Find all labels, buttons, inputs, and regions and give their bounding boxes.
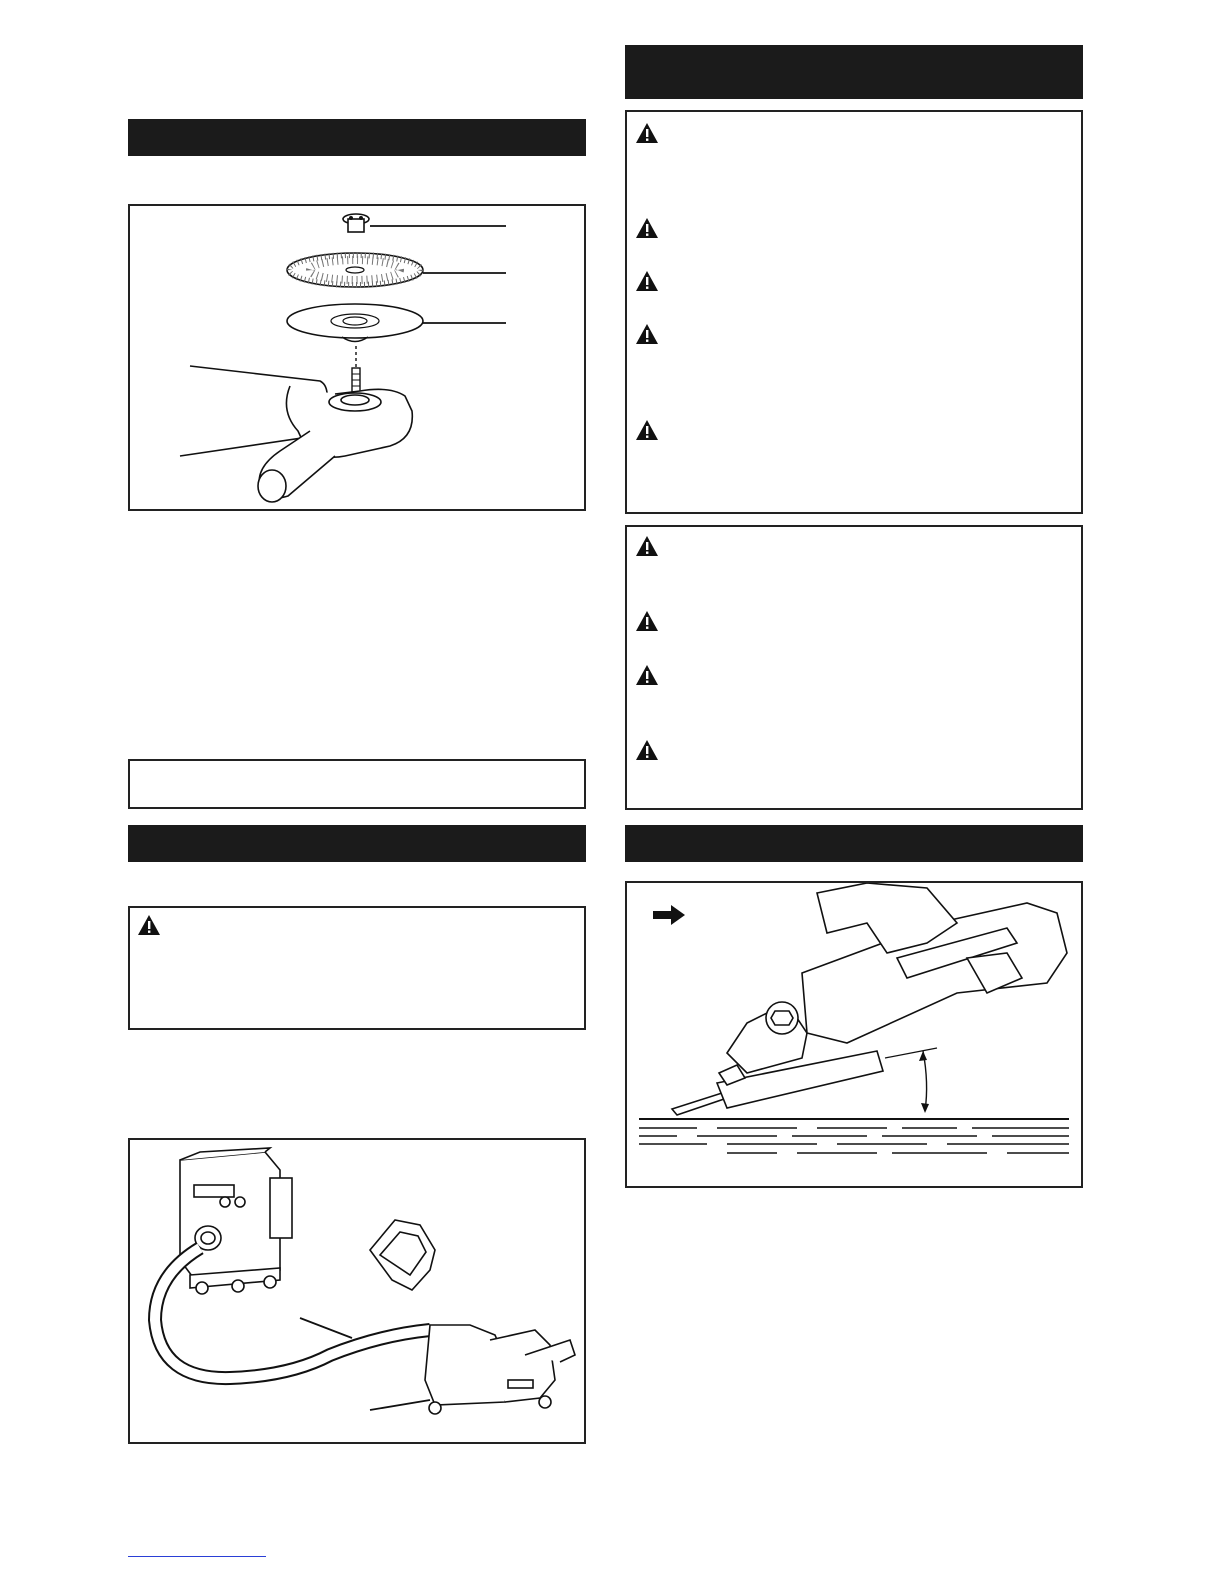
wheel-assembly-illustration xyxy=(130,206,584,509)
right-warning-box-2 xyxy=(625,525,1083,810)
figure-dust-extraction xyxy=(128,1138,586,1444)
footer-link-underline[interactable] xyxy=(128,1556,266,1557)
warning-icon xyxy=(636,324,658,344)
dust-extraction-illustration xyxy=(130,1140,584,1442)
warning-icon xyxy=(636,665,658,685)
warning-icon xyxy=(636,123,658,143)
figure-wheel-assembly xyxy=(128,204,586,511)
lock-nut xyxy=(343,214,369,232)
left-warning-box xyxy=(128,906,586,1030)
grinding-angle-illustration xyxy=(627,883,1081,1186)
direction-arrow-icon xyxy=(653,905,685,925)
grinder-tilted xyxy=(672,883,1067,1115)
right-section-bar xyxy=(625,825,1083,862)
left-section-bar-1 xyxy=(128,119,586,156)
grinder-with-shroud xyxy=(370,1220,575,1414)
right-warning-box-1 xyxy=(625,110,1083,514)
abrasive-disc xyxy=(287,253,423,287)
warning-icon xyxy=(636,271,658,291)
backing-pad xyxy=(287,304,423,342)
vacuum-cleaner xyxy=(180,1148,292,1294)
right-header-bar xyxy=(625,45,1083,99)
warning-icon xyxy=(636,420,658,440)
grinder-body xyxy=(180,366,412,502)
left-section-bar-2 xyxy=(128,825,586,862)
figure-grinding-angle xyxy=(625,881,1083,1188)
warning-icon xyxy=(636,740,658,760)
warning-icon xyxy=(636,218,658,238)
warning-icon xyxy=(636,536,658,556)
left-note-box xyxy=(128,759,586,809)
warning-icon xyxy=(138,915,160,935)
warning-icon xyxy=(636,611,658,631)
angle-reference-line xyxy=(885,1048,937,1058)
work-surface xyxy=(639,1119,1069,1153)
